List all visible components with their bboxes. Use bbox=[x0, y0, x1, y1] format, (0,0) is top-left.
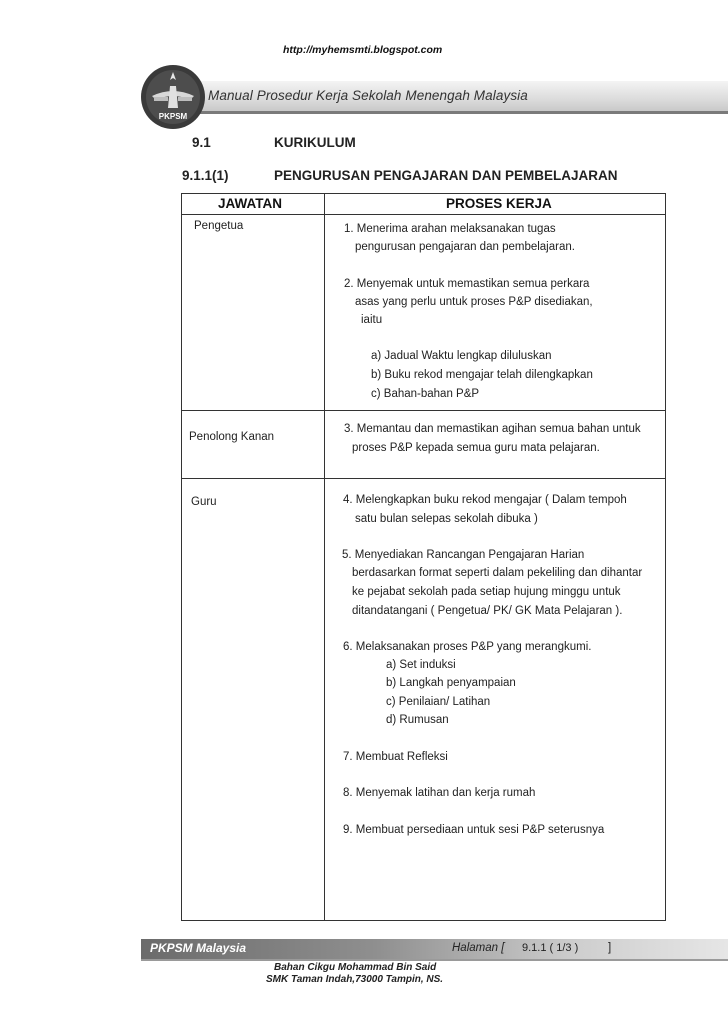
process-line: ke pejabat sekolah pada setiap hujung minggu untuk bbox=[352, 586, 621, 598]
process-subitem: b) Langkah penyampaian bbox=[386, 677, 516, 689]
section-number: 9.1 bbox=[192, 135, 211, 150]
process-line: asas yang perlu untuk proses P&P disediakan, bbox=[355, 296, 593, 308]
row-divider bbox=[181, 410, 666, 411]
process-subitem: a) Jadual Waktu lengkap diluluskan bbox=[371, 350, 552, 362]
process-line: 2. Menyemak untuk memastikan semua perkara bbox=[344, 278, 590, 290]
process-line: berdasarkan format seperti dalam pekeliling dan dihantar bbox=[352, 567, 643, 579]
process-subitem: a) Set induksi bbox=[386, 659, 456, 671]
page-label-close: ] bbox=[608, 942, 612, 954]
process-line: 6. Melaksanakan proses P&P yang merangkumi. bbox=[343, 641, 592, 653]
header-row-divider bbox=[181, 214, 666, 215]
process-subitem: c) Penilaian/ Latihan bbox=[386, 696, 491, 708]
process-line: 8. Menyemak latihan dan kerja rumah bbox=[343, 787, 536, 799]
process-line: pengurusan pengajaran dan pembelajaran. bbox=[355, 241, 575, 253]
role-guru: Guru bbox=[191, 496, 217, 508]
page-label: Halaman [ bbox=[452, 942, 505, 954]
page-number: 9.1.1 ( 1/3 ) bbox=[522, 942, 579, 954]
process-line: 4. Melengkapkan buku rekod mengajar ( Dalam tempoh bbox=[343, 494, 627, 506]
process-line: ditandatangani ( Pengetua/ PK/ GK Mata Pelajaran ). bbox=[352, 605, 623, 617]
role-pengetua: Pengetua bbox=[194, 220, 244, 232]
column-header-jawatan: JAWATAN bbox=[218, 196, 282, 211]
pkpsm-logo bbox=[140, 64, 206, 130]
source-url[interactable]: http://myhemsmti.blogspot.com bbox=[283, 44, 443, 56]
column-header-proses-kerja: PROSES KERJA bbox=[446, 196, 552, 211]
process-line: 3. Memantau dan memastikan agihan semua bahan untuk bbox=[344, 423, 641, 435]
footer-org: PKPSM Malaysia bbox=[150, 941, 247, 955]
column-divider bbox=[324, 193, 325, 921]
footer-rule bbox=[141, 959, 728, 961]
section-title: KURIKULUM bbox=[274, 135, 356, 150]
process-line: 1. Menerima arahan melaksanakan tugas bbox=[344, 223, 556, 235]
manual-title: Manual Prosedur Kerja Sekolah Menengah Malaysia bbox=[208, 88, 528, 103]
logo-text: PKPSM bbox=[158, 112, 188, 121]
subsection-number: 9.1.1(1) bbox=[182, 168, 229, 183]
row-divider bbox=[181, 478, 666, 479]
process-subitem: c) Bahan-bahan P&P bbox=[371, 388, 480, 400]
process-line: 9. Membuat persediaan untuk sesi P&P seterusnya bbox=[343, 824, 605, 836]
process-subitem: b) Buku rekod mengajar telah dilengkapkan bbox=[371, 369, 593, 381]
process-line: 5. Menyediakan Rancangan Pengajaran Harian bbox=[342, 549, 585, 561]
process-line: satu bulan selepas sekolah dibuka ) bbox=[355, 513, 538, 525]
role-penolong-kanan: Penolong Kanan bbox=[189, 431, 275, 443]
process-line: iaitu bbox=[361, 314, 383, 326]
process-line: 7. Membuat Refleksi bbox=[343, 751, 448, 763]
credit-school: SMK Taman Indah,73000 Tampin, NS. bbox=[266, 974, 444, 985]
process-line: proses P&P kepada semua guru mata pelajaran. bbox=[352, 442, 600, 454]
process-subitem: d) Rumusan bbox=[386, 714, 449, 726]
credit-author: Bahan Cikgu Mohammad Bin Said bbox=[274, 962, 437, 973]
subsection-title: PENGURUSAN PENGAJARAN DAN PEMBELAJARAN bbox=[274, 168, 618, 183]
